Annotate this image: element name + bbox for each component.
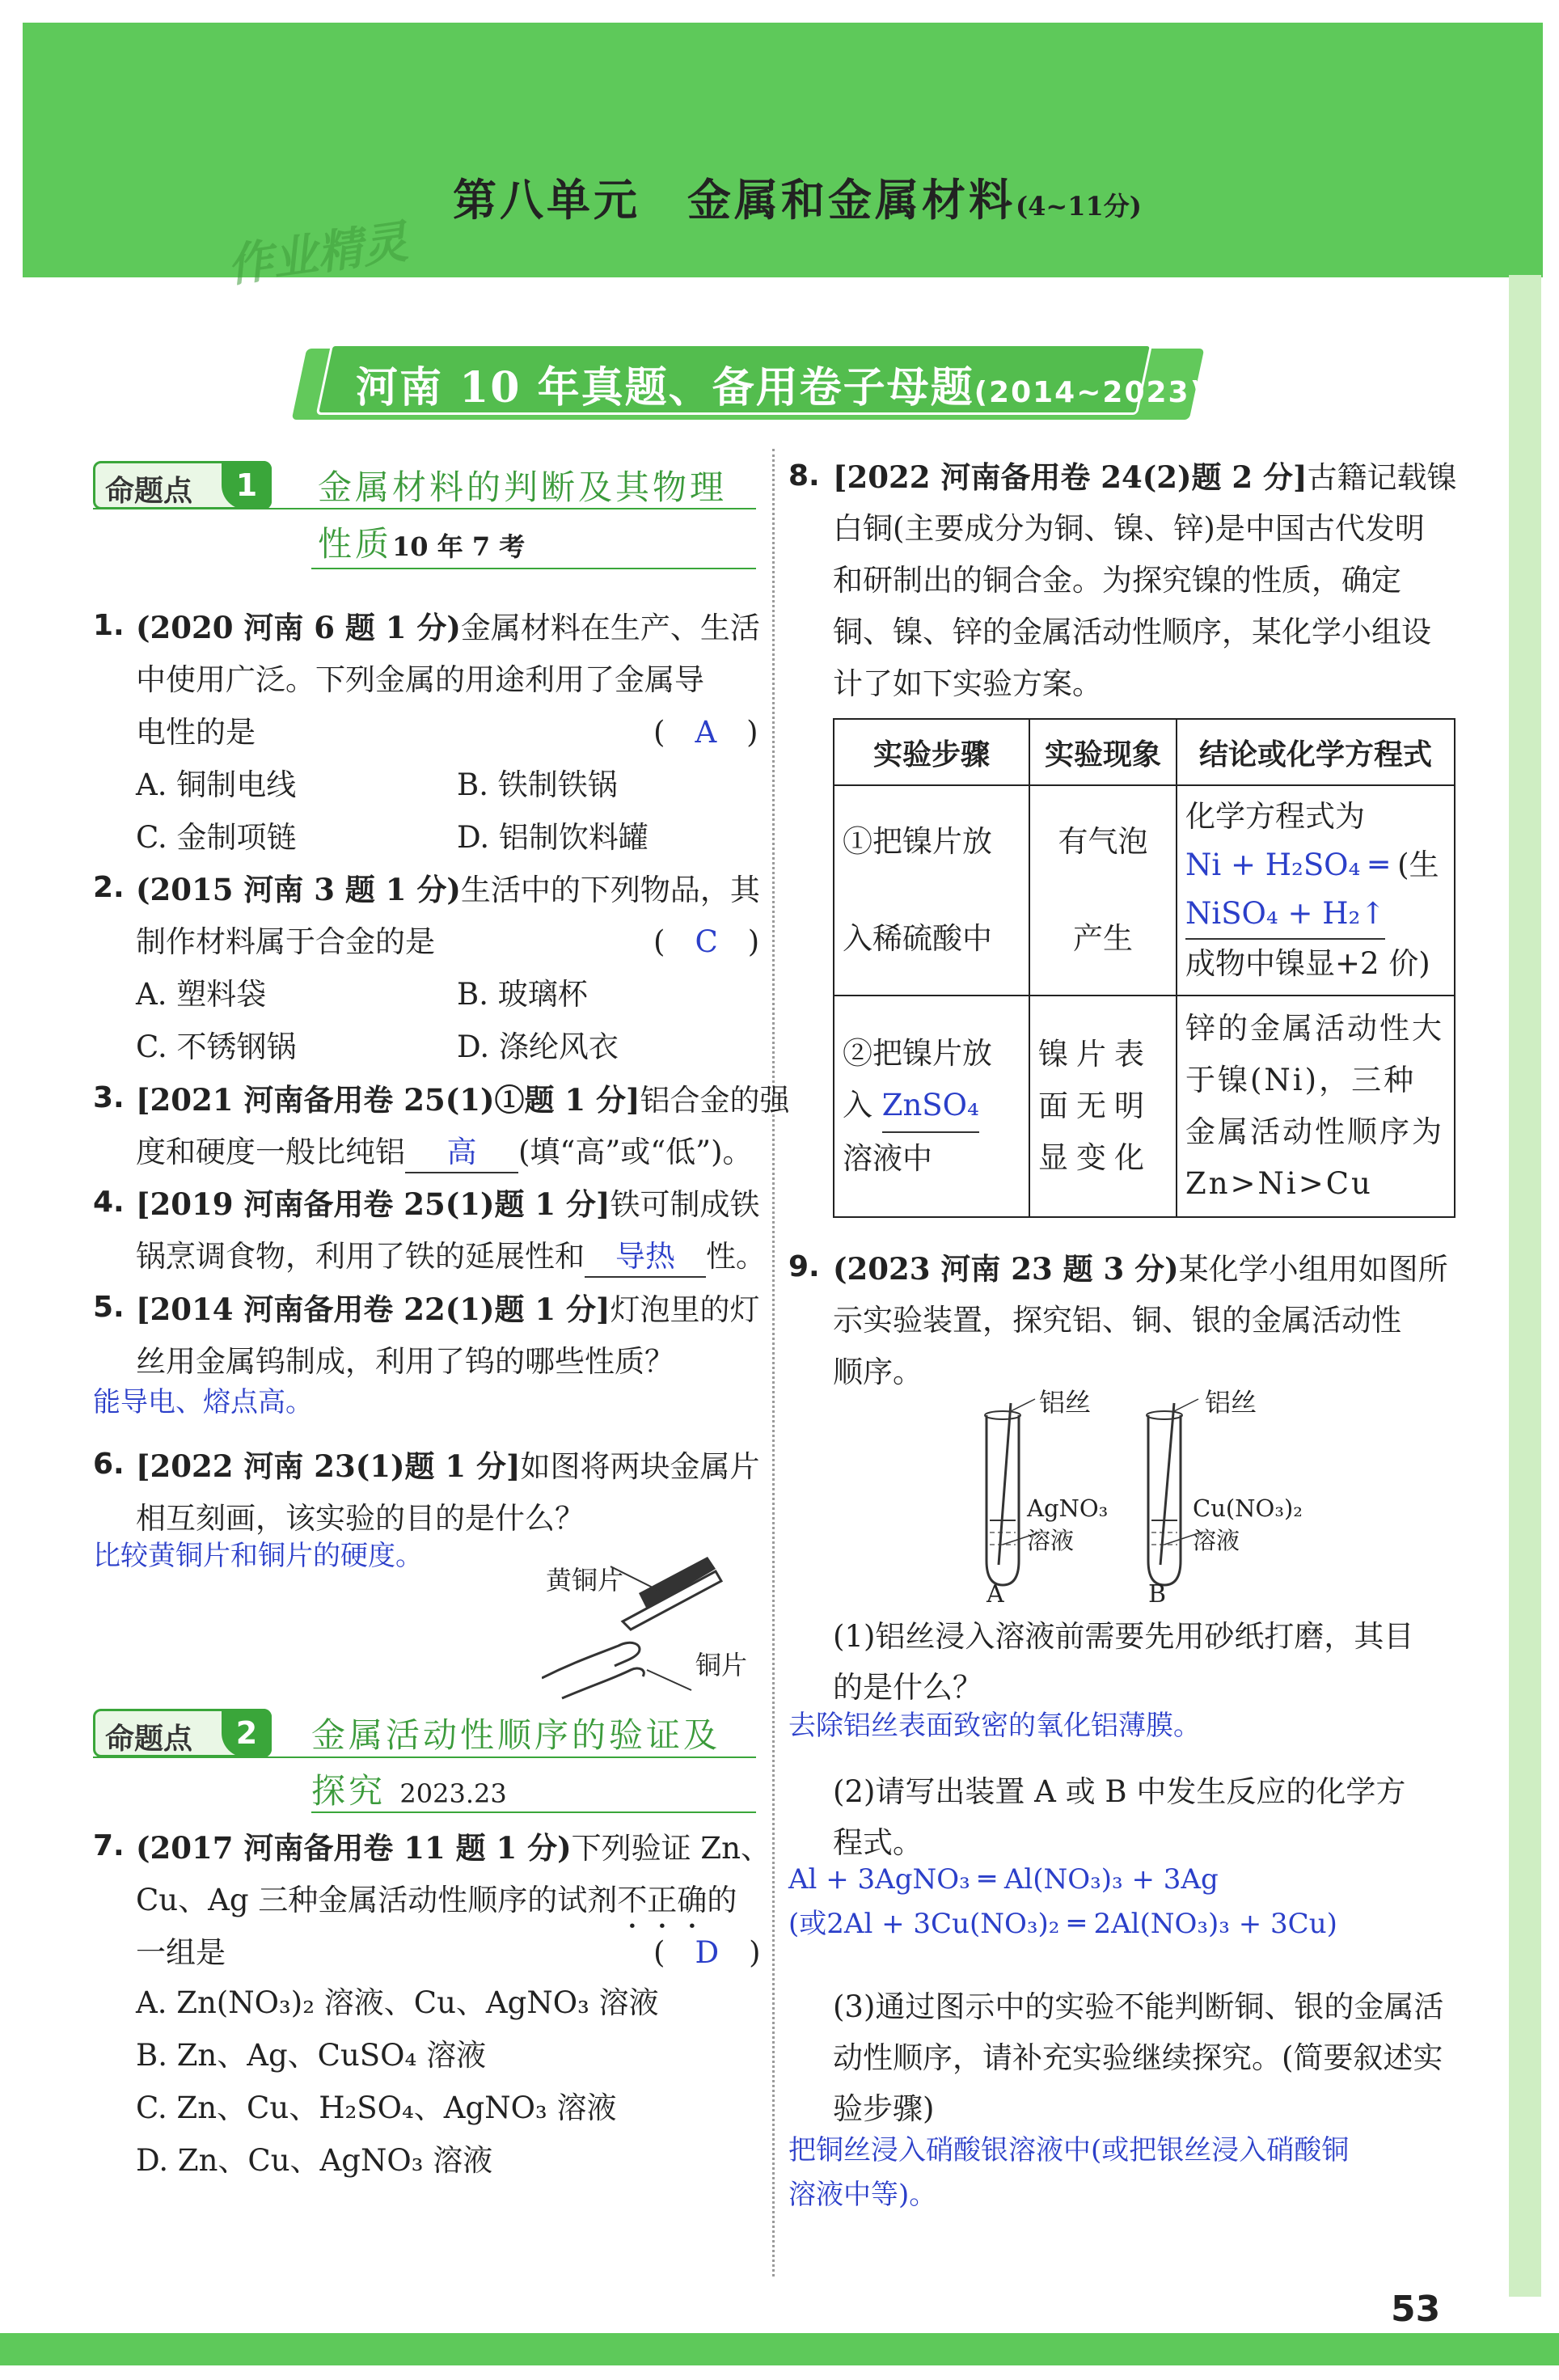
section2-title: 金属活动性顺序的验证及: [311, 1715, 721, 1755]
q5-answer: 能导电、熔点高。: [93, 1386, 313, 1418]
section-banner: [299, 344, 1206, 429]
q7-option-a: A. Zn(NO₃)₂ 溶液、Cu、AgNO₃ 溶液: [136, 1985, 659, 2020]
q1-option-c: C. 金制项链: [136, 820, 297, 855]
q4-number: 4.: [93, 1186, 125, 1219]
q2-line2: 制作材料属于合金的是: [136, 924, 435, 959]
q9-part3-answer-2: 溶液中等)。: [788, 2179, 937, 2211]
q9-line1: (2023 河南 23 题 3 分)某化学小组用如图所: [833, 1251, 1448, 1287]
section2-tag-label: 命题点: [105, 1723, 193, 1756]
q9-part1-line1: (1)铝丝浸入溶液前需要先用砂纸打磨，其目: [833, 1619, 1414, 1654]
q6-label-copper: 铜片: [695, 1650, 748, 1680]
table-header-conclusion: 结论或化学方程式: [1177, 719, 1455, 785]
r1-step: ①把镍片放 入稀硫酸中: [834, 785, 1029, 996]
q9-part3-line3: 验步骤): [833, 2091, 935, 2126]
q7-line3: 一组是: [136, 1935, 226, 1970]
q1-option-a: A. 铜制电线: [136, 767, 297, 802]
q1-line1: (2020 河南 6 题 1 分)金属材料在生产、生活: [136, 610, 760, 645]
q6-scratch-figure: [542, 1549, 752, 1702]
q7-emphasis: 不正确: [617, 1883, 708, 1917]
banner-years: (2014~2023): [974, 376, 1206, 409]
q9-part3-line1: (3)通过图示中的实验不能判断铜、银的金属活: [833, 1989, 1444, 2024]
section1-tag-label: 命题点: [105, 475, 193, 508]
fig-wire-a: 铝丝: [1039, 1387, 1092, 1418]
q3-number: 3.: [93, 1081, 125, 1114]
q8-line4: 铜、镍、锌的金属活动性顺序，某化学小组设: [833, 615, 1431, 649]
r2-phenomenon: 镍片表面无明显变化: [1029, 996, 1177, 1217]
section2-stat: 2023.23: [399, 1778, 507, 1809]
section1-title-2: 性质10 年 7 考: [318, 524, 526, 564]
q8-line1: [2022 河南备用卷 24(2)题 2 分]古籍记载镍: [833, 459, 1457, 495]
q6-label-brass: 黄铜片: [546, 1565, 624, 1596]
table-header-phenomenon: 实验现象: [1029, 719, 1177, 785]
r1-conclusion: 化学方程式为 Ni + H₂SO₄ ═ (生 NiSO₄ + H₂↑ 成物中镍显+2 价): [1177, 785, 1455, 996]
q6-line1: [2022 河南 23(1)题 1 分]如图将两块金属片: [136, 1448, 760, 1484]
r1-answer-2: NiSO₄ + H₂↑: [1185, 890, 1385, 940]
q9-part2-line2: 程式。: [833, 1825, 923, 1860]
unit-title: [453, 166, 1142, 228]
section1-rule: [93, 508, 756, 509]
q1-line2: 中使用广泛。下列金属的用途利用了金属导: [136, 662, 704, 697]
q5-line1: [2014 河南备用卷 22(1)题 1 分]灯泡里的灯: [136, 1291, 760, 1327]
q1-answer: A: [695, 715, 717, 750]
q7-option-b: B. Zn、Ag、CuSO₄ 溶液: [136, 2038, 487, 2073]
q2-option-d: D. 涤纶风衣: [457, 1029, 619, 1064]
q7-number: 7.: [93, 1829, 125, 1862]
page-number: 53: [1391, 2289, 1441, 2330]
q5-number: 5.: [93, 1291, 125, 1324]
q2-option-c: C. 不锈钢锅: [136, 1029, 297, 1064]
q9-line2: 示实验装置，探究铝、铜、银的金属活动性: [833, 1303, 1401, 1338]
q1-option-b: B. 铁制铁锅: [457, 767, 618, 802]
section2-rule-2: [311, 1811, 756, 1813]
q9-part1-answer: 去除铝丝表面致密的氧化铝薄膜。: [788, 1710, 1201, 1742]
q9-part3-line2: 动性顺序，请补充实验继续探究。(简要叙述实: [833, 2040, 1443, 2075]
section1-tag: [93, 461, 272, 509]
q3-answer: 高: [405, 1133, 518, 1173]
watermark: 作业精灵: [224, 214, 412, 294]
q7-line1: (2017 河南备用卷 11 题 1 分)下列验证 Zn、: [136, 1830, 771, 1866]
q2-answer: C: [695, 924, 718, 959]
q7-answer-paren: ( D ): [653, 1935, 761, 1970]
unit-title-text: 第八单元 金属和金属材料: [453, 174, 1016, 226]
fig-solution-a: AgNO₃ 溶液: [1027, 1494, 1109, 1554]
q4-line2: 锅烹调食物，利用了铁的延展性和 导热 性。: [136, 1237, 766, 1278]
q2-line1: (2015 河南 3 题 1 分)生活中的下列物品，其: [136, 872, 760, 907]
section1-tag-number: 1: [222, 461, 272, 509]
q7-option-d: D. Zn、Cu、AgNO₃ 溶液: [136, 2143, 493, 2178]
q9-part2-answer-2: (或2Al + 3Cu(NO₃)₂ ═ 2Al(NO₃)₃ + 3Cu): [788, 1908, 1337, 1940]
table-header-row: [834, 719, 1455, 785]
section2-rule: [93, 1756, 756, 1758]
q2-option-a: A. 塑料袋: [136, 977, 267, 1012]
r1-answer-1: Ni + H₂SO₄ ═: [1185, 848, 1388, 882]
q3-line2: 度和硬度一般比纯铝 高 (填“高”或“低”)。: [136, 1133, 753, 1173]
q8-number: 8.: [788, 459, 820, 492]
table-row: [834, 996, 1455, 1217]
column-divider: [772, 449, 775, 2276]
section2-tag-number: 2: [222, 1709, 272, 1757]
q4-answer: 导热: [585, 1237, 706, 1278]
q8-line3: 和研制出的铜合金。为探究镍的性质，确定: [833, 563, 1401, 598]
q3-line1: [2021 河南备用卷 25(1)①题 1 分]铝合金的强: [136, 1082, 790, 1118]
r2-step: ②把镍片放 入 ZnSO₄ 溶液中: [834, 996, 1029, 1217]
r2-conclusion: 锌的金属活动性大于镍(Ni)，三种金属活动性顺序为 Zn>Ni>Cu: [1177, 996, 1455, 1217]
q9-part3-answer-1: 把铜丝浸入硝酸银溶液中(或把银丝浸入硝酸铜: [788, 2134, 1350, 2167]
section1-stat: 10 年 7 考: [392, 531, 526, 562]
fig-label-a: A: [987, 1580, 1004, 1609]
r1-phenomenon: 有气泡 产生: [1029, 785, 1177, 996]
q4-line1: [2019 河南备用卷 25(1)题 1 分]铁可制成铁: [136, 1186, 760, 1222]
q8-line5: 计了如下实验方案。: [833, 666, 1102, 701]
q1-line3: 电性的是: [136, 715, 256, 750]
section1-title: 金属材料的判断及其物理: [318, 467, 728, 507]
table-row: [834, 785, 1455, 996]
table-header-step: 实验步骤: [834, 719, 1029, 785]
q2-answer-paren: ( C ): [653, 924, 760, 959]
q7-line2: Cu、Ag 三种金属活动性顺序的试剂不正确的: [136, 1883, 737, 1917]
q9-part2-answer-1: Al + 3AgNO₃ ═ Al(NO₃)₃ + 3Ag: [788, 1863, 1219, 1896]
fig-solution-b: Cu(NO₃)₂ 溶液: [1193, 1494, 1303, 1554]
unit-points: (4~11分): [1016, 191, 1142, 222]
q1-option-d: D. 铝制饮料罐: [457, 820, 649, 855]
q2-option-b: B. 玻璃杯: [457, 977, 588, 1012]
footer-bar: [0, 2333, 1559, 2365]
q7-answer: D: [695, 1935, 720, 1970]
q7-option-c: C. Zn、Cu、H₂SO₄、AgNO₃ 溶液: [136, 2090, 617, 2125]
q6-number: 6.: [93, 1448, 125, 1481]
banner-title: 河南 10 年真题、备用卷子母题: [356, 363, 974, 412]
section1-rule-2: [311, 568, 756, 569]
q1-answer-paren: ( A ): [653, 715, 758, 750]
section2-tag: [93, 1709, 272, 1757]
fig-wire-b: 铝丝: [1205, 1387, 1257, 1418]
q9-number: 9.: [788, 1250, 820, 1283]
q8-experiment-table: [833, 718, 1455, 1218]
fig-label-b: B: [1148, 1580, 1167, 1609]
q9-line3: 顺序。: [833, 1355, 923, 1389]
q6-line2: 相互刻画，该实验的目的是什么？: [136, 1501, 585, 1536]
q9-part2-line1: (2)请写出装置 A 或 B 中发生反应的化学方: [833, 1774, 1406, 1809]
q6-answer: 比较黄铜片和铜片的硬度。: [93, 1540, 423, 1572]
right-margin-bar: [1509, 275, 1541, 2297]
section2-title-2: 探究 2023.23: [311, 1771, 507, 1811]
q1-number: 1.: [93, 609, 125, 642]
q8-line2: 白铜(主要成分为铜、镍、锌)是中国古代发明: [833, 511, 1425, 546]
r2-answer: ZnSO₄: [882, 1080, 979, 1133]
q5-line2: 丝用金属钨制成，利用了钨的哪些性质？: [136, 1344, 674, 1379]
q2-number: 2.: [93, 871, 125, 904]
q9-part1-line2: 的是什么？: [833, 1670, 982, 1705]
